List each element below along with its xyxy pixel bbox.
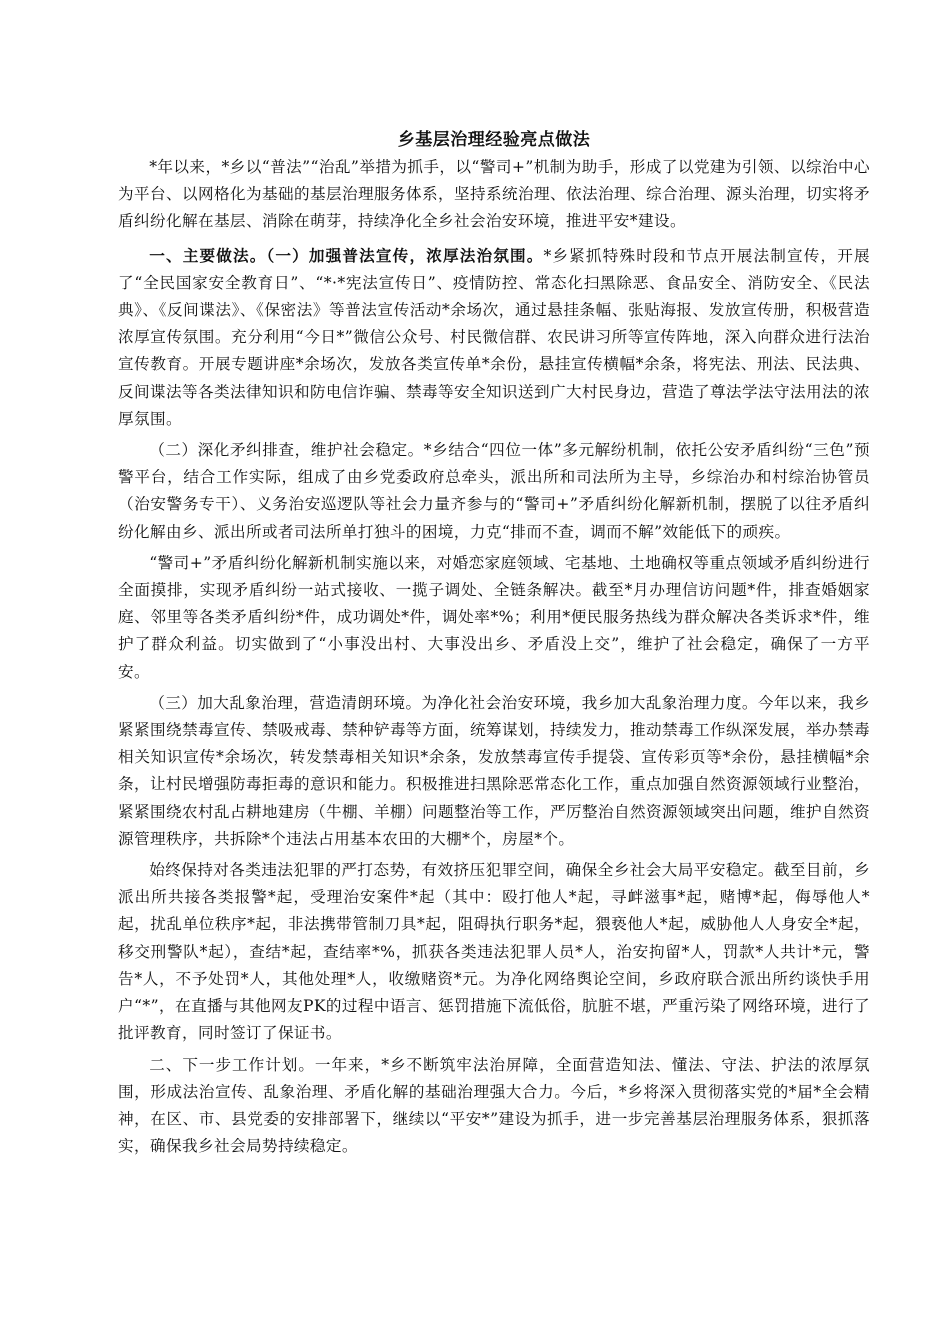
section-1-paragraph	[118, 242, 870, 433]
paragraph-crime-crackdown: 始终保持对各类违法犯罪的严打态势，有效挤压犯罪空间，确保全乡社会大局平安稳定。截至目前，乡派出所共接各类报警*起，受理治安案件*起（其中：殴打他人*起，寻衅滋事*起，赌博*起，侮辱他人*起，扰乱单位秩序*起，非法携带管制刀具*起，阻碍执行职务*起，猥亵他人*起，威胁他人人身安全*起，移交刑警队*起），查结*起，查结率*%，抓获各类违法犯罪人员*人，治安拘留*人，罚款*人共计*元，警告*人，不予处罚*人，其他处理*人，收缴赌资*元。为净化网络舆论空间，乡政府联合派出所约谈快手用户“*”，在直播与其他网友PK的过程中语言、惩罚措施下流低俗，肮脏不堪，严重污染了网络环境，进行了批评教育，同时签订了保证书。	[118, 861, 870, 1043]
section-1-heading: 一、主要做法。（一）加强普法宣传，浓厚法治氛围。	[149, 245, 544, 265]
paragraph-disorder-governance: （三）加大乱象治理，营造清朗环境。为净化社会治安环境，我乡加大乱象治理力度。今年以来，我乡紧紧围绕禁毒宣传、禁吸戒毒、禁种铲毒等方面，统筹谋划，持续发力，推动禁毒工作纵深发展，举办禁毒相关知识宣传*余场次，转发禁毒相关知识*余条，发放禁毒宣传手提袋、宣传彩页等*余份，悬挂横幅*余条，让村民增强防毒拒毒的意识和能力。积极推进扫黑除恶常态化工作，重点加强自然资源领域行业整治，紧紧围绕农村乱占耕地建房（牛棚、羊棚）问题整治等工作，严厉整治自然资源领域突出问题，维护自然资源管理秩序，共拆除*个违法占用基本农田的大棚*个，房屋*个。	[118, 693, 870, 848]
document-title: 乡基层治理经验亮点做法	[397, 130, 591, 150]
paragraph-dispute-screening: （二）深化矛纠排查，维护社会稳定。*乡结合“四位一体”多元解纷机制，依托公安矛盾纠纷“三色”预警平台，结合工作实际，组成了由乡党委政府总牵头，派出所和司法所为主导，乡综治办和村综治协管员（治安警务专干）、义务治安巡逻队等社会力量齐参与的“警司+”矛盾纠纷化解新机制，摆脱了以往矛盾纠纷化解由乡、派出所或者司法所单打独斗的困境，力克“排而不查，调而不解”效能低下的顽疾。	[118, 441, 870, 541]
section-1-body: *乡紧抓特殊时段和节点开展法制宣传，开展了“全民国家安全教育日”、“*·*宪法宣传日”、疫情防控、常态化扫黑除恶、食品安全、消防安全、《民法典》、《反间谍法》、《保密法》等普法宣传活动*余场次，通过悬挂条幅、张贴海报、发放宣传册，积极营造浓厚宣传氛围。充分利用“今日*”微信公众号、村民微信群、农民讲习所等宣传阵地，深入向群众进行法治宣传教育。开展专题讲座*余场次，发放各类宣传单*余份，悬挂宣传横幅*余条，将宪法、刑法、民法典、反间谍法等各类法律知识和防电信诈骗、禁毒等安全知识送到广大村民身边，营造了尊法学法守法用法的浓厚氛围。	[118, 246, 870, 428]
paragraph-next-plan: 二、下一步工作计划。一年来，*乡不断筑牢法治屏障，全面营造知法、懂法、守法、护法的浓厚氛围，形成法治宣传、乱象治理、矛盾化解的基础治理强大合力。今后，*乡将深入贯彻落实党的*届*全会精神，在区、市、县党委的安排部署下，继续以“平安*”建设为抓手，进一步完善基层治理服务体系，狠抓落实，确保我乡社会局势持续稳定。	[118, 1055, 870, 1156]
document-page	[118, 128, 870, 1164]
intro-paragraph: *年以来，*乡以“普法”“治乱”举措为抓手，以“警司+”机制为助手，形成了以党建为引领、以综治中心为平台、以网格化为基础的基层治理服务体系，坚持系统治理、依法治理、综合治理、源头治理，切实将矛盾纠纷化解在基层、消除在萌芽，持续净化全乡社会治安环境，推进平安*建设。	[118, 158, 870, 231]
paragraph-dispute-mechanism: “警司+”矛盾纠纷化解新机制实施以来，对婚恋家庭领域、宅基地、土地确权等重点领域矛盾纠纷进行全面摸排，实现矛盾纠纷一站式接收、一揽子调处、全链条解决。截至*月办理信访问题*件，排查婚姻家庭、邻里等各类矛盾纠纷*件，成功调处*件，调处率*%；利用*便民服务热线为群众解决各类诉求*件，维护了群众利益。切实做到了“小事没出村、大事没出乡、矛盾没上交”，维护了社会稳定，确保了一方平安。	[118, 553, 870, 681]
